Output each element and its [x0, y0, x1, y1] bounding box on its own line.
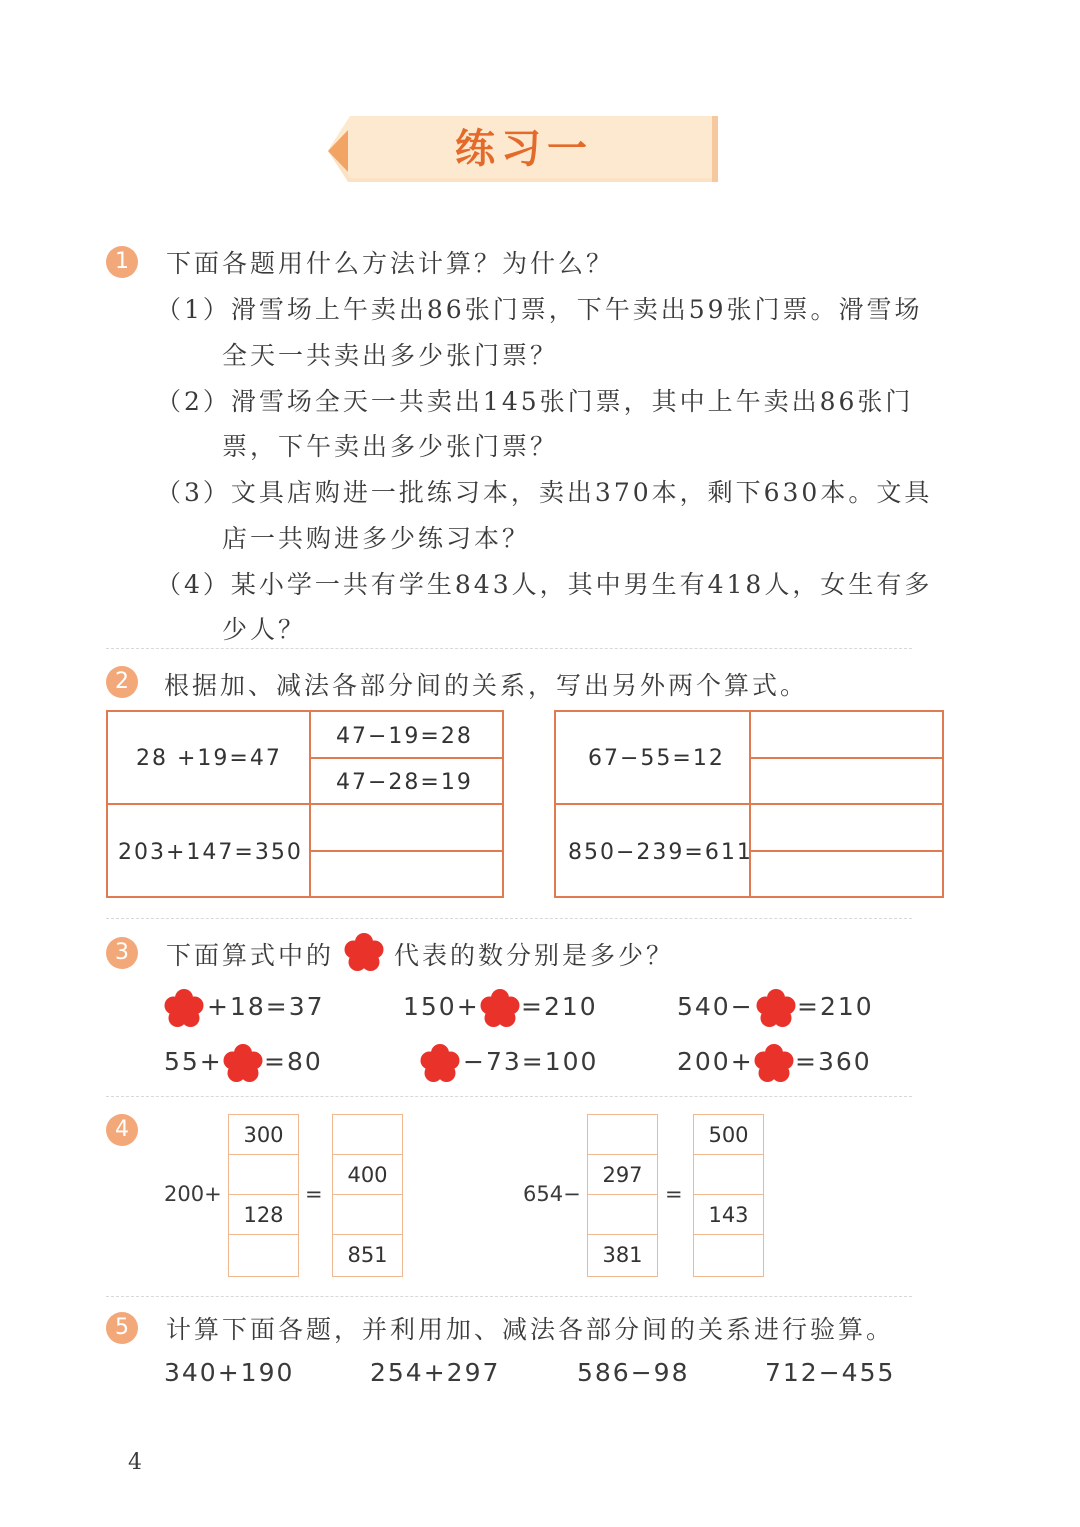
- p3-eq-6-post: =360: [795, 1047, 872, 1076]
- column-cell: [588, 1115, 657, 1155]
- column-cell: 400: [333, 1155, 402, 1195]
- p2-left-eq-2: 203+147=350: [118, 840, 303, 865]
- p3-question-part2: 代表的数分别是多少？: [394, 941, 675, 970]
- p1-item-2-line1: （2）滑雪场全天一共卖出145张门票，其中上午卖出86张门: [156, 387, 914, 416]
- p3-eq-2-post: =210: [521, 992, 598, 1021]
- p1-item-1-line2: 全天一共卖出多少张门票？: [222, 341, 559, 370]
- flower-icon: [222, 1043, 264, 1085]
- p2-right-table: [554, 710, 944, 898]
- p3-eq-3-post: =210: [797, 992, 874, 1021]
- flower-icon: [163, 988, 205, 1030]
- p4-left-equals: =: [305, 1182, 325, 1206]
- divider: [106, 918, 912, 919]
- column-cell: [588, 1195, 657, 1235]
- page-title: 练习一: [455, 126, 593, 172]
- flower-icon: [753, 1043, 795, 1085]
- p4-right-column-1: [587, 1114, 658, 1277]
- problem-number-1: 1: [106, 246, 138, 278]
- column-cell: [694, 1155, 763, 1195]
- p4-left-column-2: [332, 1114, 403, 1277]
- p3-eq-3-pre: 540−: [677, 992, 754, 1021]
- column-cell: 381: [602, 1243, 643, 1267]
- column-cell: 300: [229, 1115, 298, 1155]
- p5-expr-1: 340+190: [164, 1358, 295, 1387]
- p5-expr-2: 254+297: [370, 1358, 501, 1387]
- p3-eq-5-post: −73=100: [463, 1047, 599, 1076]
- p1-item-2-line2: 票，下午卖出多少张门票？: [222, 432, 559, 461]
- p4-left-operator: 200+: [164, 1182, 222, 1206]
- divider: [106, 648, 912, 649]
- table-divider: [108, 803, 502, 805]
- table-divider: [749, 850, 942, 852]
- problem-number-4: 4: [106, 1114, 138, 1146]
- flower-icon: [755, 988, 797, 1030]
- divider: [106, 1296, 912, 1297]
- column-cell: [694, 1235, 763, 1275]
- p1-item-1-line1: （1）滑雪场上午卖出86张门票，下午卖出59张门票。滑雪场: [156, 295, 923, 324]
- column-cell: 851: [347, 1243, 388, 1267]
- p2-left-eq-1: 28 +19=47: [136, 746, 282, 771]
- p1-item-3-line2: 店一共购进多少练习本？: [222, 524, 531, 553]
- p4-right-operator: 654−: [523, 1182, 581, 1206]
- p3-question-part1: 下面算式中的: [166, 941, 335, 970]
- p3-eq-2-pre: 150+: [403, 992, 480, 1021]
- flower-icon: [419, 1043, 461, 1085]
- p4-right-equals: =: [665, 1182, 685, 1206]
- p2-left-eq-1b: 47−28=19: [336, 770, 473, 795]
- p3-eq-6-pre: 200+: [677, 1047, 754, 1076]
- p2-left-table: [106, 710, 504, 898]
- p5-expr-3: 586−98: [577, 1358, 690, 1387]
- p5-question: 计算下面各题，并利用加、减法各部分间的关系进行验算。: [166, 1315, 895, 1344]
- table-divider: [749, 757, 942, 759]
- p1-item-3-line1: （3）文具店购进一批练习本，卖出370本，剩下630本。文具: [156, 478, 933, 507]
- title-banner: [326, 116, 722, 186]
- column-cell: 297: [588, 1155, 657, 1195]
- column-cell: [229, 1155, 298, 1195]
- p1-question: 下面各题用什么方法计算？为什么？: [166, 249, 615, 278]
- table-divider: [309, 757, 502, 759]
- p1-item-4-line1: （4）某小学一共有学生843人，其中男生有418人，女生有多: [156, 570, 933, 599]
- flower-icon: [343, 932, 385, 974]
- column-cell: [333, 1195, 402, 1235]
- p2-question: 根据加、减法各部分间的关系，写出另外两个算式。: [164, 671, 809, 700]
- problem-number-3: 3: [106, 937, 138, 969]
- p2-left-eq-1a: 47−19=28: [336, 724, 473, 749]
- flower-icon: [479, 988, 521, 1030]
- page-number: 4: [128, 1450, 142, 1475]
- column-cell: [229, 1235, 298, 1275]
- p2-right-eq-1: 67−55=12: [588, 746, 725, 771]
- p4-left-column-1: [228, 1114, 299, 1277]
- column-cell: 143: [694, 1195, 763, 1235]
- p3-eq-1-post: +18=37: [207, 992, 325, 1021]
- problem-number-2: 2: [106, 666, 138, 698]
- column-cell: 128: [229, 1195, 298, 1235]
- p1-item-4-line2: 少人？: [222, 615, 307, 644]
- column-cell: 500: [694, 1115, 763, 1155]
- p3-eq-4-post: =80: [264, 1047, 323, 1076]
- column-cell: [333, 1115, 402, 1155]
- p2-right-eq-2: 850−239=611: [568, 840, 753, 865]
- p5-expr-4: 712−455: [765, 1358, 896, 1387]
- table-divider: [556, 803, 942, 805]
- p4-right-column-2: [693, 1114, 764, 1277]
- problem-number-5: 5: [106, 1312, 138, 1344]
- p3-eq-4-pre: 55+: [164, 1047, 223, 1076]
- divider: [106, 1096, 912, 1097]
- table-divider: [309, 850, 502, 852]
